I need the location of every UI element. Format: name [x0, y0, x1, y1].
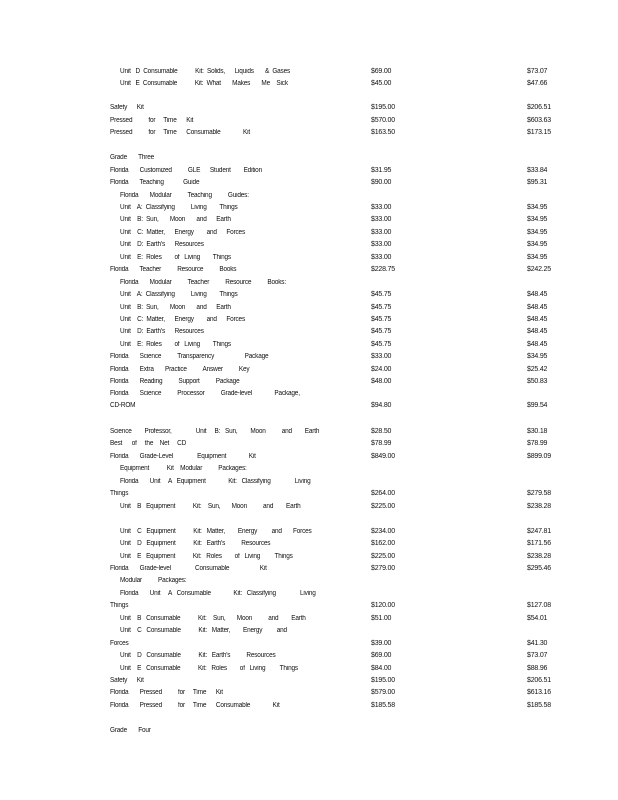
- price-row: [0, 165, 618, 177]
- item-description: Modular Packages:: [120, 577, 187, 584]
- new-price: $127.08: [527, 602, 551, 609]
- price-row: [0, 588, 618, 600]
- item-description: Florida Modular Teacher Resource Books:: [120, 279, 286, 286]
- price-row: [0, 252, 618, 264]
- item-description: Grade Four: [110, 727, 151, 734]
- item-description: Equipment Kit Modular Packages:: [120, 465, 247, 472]
- item-description: Unit E Consumable Kit: Roles of Living Things: [120, 665, 298, 672]
- item-description: Unit E: Roles of Living Things: [120, 254, 231, 261]
- item-description: Unit E Consumable Kit: What Makes Me Sick: [120, 80, 288, 87]
- current-price: $33.00: [371, 229, 392, 236]
- price-row: [0, 725, 618, 737]
- current-price: $264.00: [371, 490, 395, 497]
- current-price: $570.00: [371, 117, 395, 124]
- new-price: $34.95: [527, 229, 548, 236]
- current-price: $69.00: [371, 68, 392, 75]
- item-description: Unit A: Classifying Living Things: [120, 204, 238, 211]
- current-price: $45.75: [371, 341, 392, 348]
- new-price: $34.95: [527, 353, 548, 360]
- current-price: $120.00: [371, 602, 395, 609]
- item-description: Florida Reading Support Package: [110, 378, 240, 385]
- current-price: $45.75: [371, 291, 392, 298]
- current-price: $225.00: [371, 553, 395, 560]
- item-description: Science Professor, Unit B: Sun, Moon and Earth: [110, 428, 320, 435]
- item-description: Things: [110, 602, 129, 609]
- new-price: $34.95: [527, 254, 548, 261]
- new-price: $603.63: [527, 117, 551, 124]
- new-price: $99.54: [527, 402, 548, 409]
- new-price: $41.30: [527, 640, 548, 647]
- current-price: $228.75: [371, 266, 395, 273]
- new-price: $47.66: [527, 80, 548, 87]
- current-price: $45.75: [371, 304, 392, 311]
- price-row: [0, 526, 618, 538]
- price-row: [0, 687, 618, 699]
- current-price: $185.58: [371, 702, 395, 709]
- item-description: Unit C Equipment Kit: Matter, Energy and Forces: [120, 528, 312, 535]
- price-row: [0, 239, 618, 251]
- current-price: $162.00: [371, 540, 395, 547]
- price-row: [0, 675, 618, 687]
- current-price: $33.00: [371, 241, 392, 248]
- price-row: [0, 400, 618, 412]
- item-description: Florida Science Transparency Package: [110, 353, 269, 360]
- new-price: $73.07: [527, 68, 548, 75]
- price-row: [0, 177, 618, 189]
- current-price: $579.00: [371, 689, 395, 696]
- item-description: Unit E: Roles of Living Things: [120, 341, 231, 348]
- price-row: [0, 451, 618, 463]
- new-price: $206.51: [527, 677, 551, 684]
- price-row: [0, 501, 618, 513]
- new-price: $34.95: [527, 216, 548, 223]
- item-description: Florida Teaching Guide: [110, 179, 200, 186]
- price-row: [0, 376, 618, 388]
- item-description: Unit C: Matter, Energy and Forces: [120, 229, 246, 236]
- new-price: $247.81: [527, 528, 551, 535]
- item-description: Unit D: Earth's Resources: [120, 241, 204, 248]
- item-description: Best of the Net CD: [110, 440, 187, 447]
- item-description: Florida Customized GLE Student Edition: [110, 167, 262, 174]
- item-description: Unit B: Sun, Moon and Earth: [120, 304, 231, 311]
- price-row: [0, 115, 618, 127]
- price-row: [0, 463, 618, 475]
- new-price: $73.07: [527, 652, 548, 659]
- item-description: Forces: [110, 640, 129, 647]
- item-description: Safety Kit: [110, 677, 144, 684]
- price-row: [0, 575, 618, 587]
- item-description: Florida Science Processor Grade-level Package,: [110, 390, 300, 397]
- item-description: Pressed for Time Kit: [110, 117, 194, 124]
- item-description: Florida Extra Practice Answer Key: [110, 366, 250, 373]
- current-price: $33.00: [371, 353, 392, 360]
- price-row: [0, 663, 618, 675]
- current-price: $51.00: [371, 615, 392, 622]
- price-row: [0, 625, 618, 637]
- price-row: [0, 438, 618, 450]
- new-price: $48.45: [527, 316, 548, 323]
- price-row: [0, 264, 618, 276]
- current-price: $33.00: [371, 254, 392, 261]
- new-price: $613.16: [527, 689, 551, 696]
- price-row: [0, 102, 618, 114]
- price-row: [0, 78, 618, 90]
- item-description: Grade Three: [110, 154, 155, 161]
- new-price: $242.25: [527, 266, 551, 273]
- current-price: $45.00: [371, 80, 392, 87]
- price-row: [0, 66, 618, 78]
- current-price: $33.00: [371, 204, 392, 211]
- current-price: $45.75: [371, 316, 392, 323]
- price-row: [0, 563, 618, 575]
- price-row: [0, 426, 618, 438]
- price-row: [0, 600, 618, 612]
- item-description: Things: [110, 490, 129, 497]
- item-description: Unit D Consumable Kit: Solids, Liquids & Gases: [120, 68, 291, 75]
- current-price: $279.00: [371, 565, 395, 572]
- item-description: Unit A: Classifying Living Things: [120, 291, 238, 298]
- item-description: Florida Modular Teaching Guides:: [120, 192, 249, 199]
- price-row: [0, 227, 618, 239]
- item-description: Unit D Equipment Kit: Earth's Resources: [120, 540, 271, 547]
- item-description: CD-ROM: [110, 402, 136, 409]
- new-price: $295.46: [527, 565, 551, 572]
- item-description: Unit E Equipment Kit: Roles of Living Things: [120, 553, 293, 560]
- current-price: $45.75: [371, 328, 392, 335]
- new-price: $279.58: [527, 490, 551, 497]
- item-description: Florida Unit A Equipment Kit: Classifying Living: [120, 478, 311, 485]
- new-price: $48.45: [527, 328, 548, 335]
- price-row: [0, 339, 618, 351]
- current-price: $84.00: [371, 665, 392, 672]
- price-row: [0, 190, 618, 202]
- item-description: Unit D: Earth's Resources: [120, 328, 204, 335]
- price-row: [0, 638, 618, 650]
- price-row: [0, 488, 618, 500]
- price-row: [0, 364, 618, 376]
- item-description: Safety Kit: [110, 104, 144, 111]
- item-description: Florida Grade-level Consumable Kit: [110, 565, 267, 572]
- new-price: $185.58: [527, 702, 551, 709]
- current-price: $78.99: [371, 440, 392, 447]
- new-price: $25.42: [527, 366, 548, 373]
- current-price: $69.00: [371, 652, 392, 659]
- current-price: $28.50: [371, 428, 392, 435]
- item-description: Unit C: Matter, Energy and Forces: [120, 316, 246, 323]
- price-row: [0, 650, 618, 662]
- current-price: $195.00: [371, 677, 395, 684]
- item-description: Florida Teacher Resource Books: [110, 266, 237, 273]
- price-row: [0, 700, 618, 712]
- new-price: $899.09: [527, 453, 551, 460]
- item-description: Unit B: Sun, Moon and Earth: [120, 216, 231, 223]
- item-description: Unit D Consumable Kit: Earth's Resources: [120, 652, 276, 659]
- price-row: [0, 277, 618, 289]
- new-price: $30.18: [527, 428, 548, 435]
- price-row: [0, 202, 618, 214]
- item-description: Unit B Equipment Kit: Sun, Moon and Earth: [120, 503, 301, 510]
- price-row: [0, 476, 618, 488]
- current-price: $48.00: [371, 378, 392, 385]
- item-description: Florida Unit A Consumable Kit: Classifying Living: [120, 590, 316, 597]
- price-row: [0, 388, 618, 400]
- item-description: Florida Pressed for Time Kit: [110, 689, 223, 696]
- price-row: [0, 613, 618, 625]
- current-price: $90.00: [371, 179, 392, 186]
- new-price: $78.99: [527, 440, 548, 447]
- current-price: $195.00: [371, 104, 395, 111]
- price-row: [0, 214, 618, 226]
- item-description: Unit C Consumable Kit: Matter, Energy and: [120, 627, 287, 634]
- price-row: [0, 289, 618, 301]
- item-description: Unit B Consumable Kit: Sun, Moon and Earth: [120, 615, 306, 622]
- new-price: $54.01: [527, 615, 548, 622]
- new-price: $238.28: [527, 503, 551, 510]
- new-price: $95.31: [527, 179, 548, 186]
- new-price: $238.28: [527, 553, 551, 560]
- new-price: $34.95: [527, 241, 548, 248]
- item-description: Florida Pressed for Time Consumable Kit: [110, 702, 280, 709]
- new-price: $48.45: [527, 304, 548, 311]
- new-price: $48.45: [527, 341, 548, 348]
- new-price: $50.83: [527, 378, 548, 385]
- new-price: $171.56: [527, 540, 551, 547]
- new-price: $33.84: [527, 167, 548, 174]
- new-price: $88.96: [527, 665, 548, 672]
- price-row: [0, 152, 618, 164]
- price-row: [0, 351, 618, 363]
- current-price: $33.00: [371, 216, 392, 223]
- item-description: Pressed for Time Consumable Kit: [110, 129, 250, 136]
- current-price: $163.50: [371, 129, 395, 136]
- current-price: $94.80: [371, 402, 392, 409]
- new-price: $173.15: [527, 129, 551, 136]
- price-row: [0, 314, 618, 326]
- new-price: $206.51: [527, 104, 551, 111]
- price-row: [0, 127, 618, 139]
- current-price: $225.00: [371, 503, 395, 510]
- current-price: $234.00: [371, 528, 395, 535]
- current-price: $31.95: [371, 167, 392, 174]
- current-price: $24.00: [371, 366, 392, 373]
- current-price: $849.00: [371, 453, 395, 460]
- new-price: $48.45: [527, 291, 548, 298]
- new-price: $34.95: [527, 204, 548, 211]
- item-description: Florida Grade-Level Equipment Kit: [110, 453, 256, 460]
- price-row: [0, 326, 618, 338]
- price-row: [0, 551, 618, 563]
- price-row: [0, 538, 618, 550]
- price-row: [0, 302, 618, 314]
- current-price: $39.00: [371, 640, 392, 647]
